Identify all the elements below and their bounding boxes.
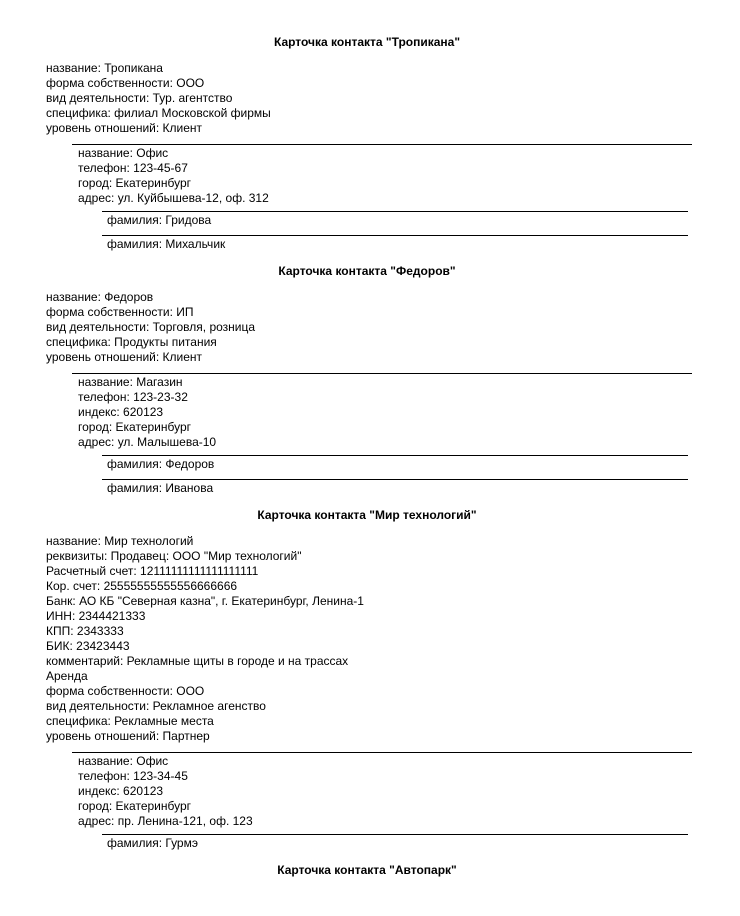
card-title: Карточка контакта "Федоров" — [278, 264, 456, 278]
location-field: индекс: 620123 — [78, 784, 164, 798]
contact-field: Кор. счет: 25555555555556666666 — [46, 579, 238, 593]
location-divider — [72, 373, 692, 374]
contact-field: вид деятельности: Тур. агентство — [46, 91, 233, 105]
location-field: адрес: ул. Малышева-10 — [78, 435, 217, 449]
location-fields — [78, 375, 216, 450]
contact-field: реквизиты: Продавец: ООО "Мир технологий" — [46, 549, 302, 563]
person-entry — [107, 213, 211, 228]
person-divider — [102, 834, 688, 835]
location-field: название: Магазин — [78, 375, 183, 389]
contact-field: название: Тропикана — [46, 61, 163, 75]
person-entry — [107, 237, 225, 252]
contact-field: форма собственности: ООО — [46, 684, 205, 698]
location-field: телефон: 123-45-67 — [78, 161, 188, 175]
contact-field: специфика: Рекламные места — [46, 714, 214, 728]
person-surname: фамилия: Гурмэ — [107, 836, 198, 850]
contact-field: специфика: Продукты питания — [46, 335, 217, 349]
location-field: название: Офис — [78, 754, 169, 768]
location-divider — [72, 752, 692, 753]
contact-field: комментарий: Рекламные щиты в городе и на трассах — [46, 654, 349, 668]
location-field: адрес: ул. Куйбышева-12, оф. 312 — [78, 191, 269, 205]
person-surname: фамилия: Иванова — [107, 481, 214, 495]
contact-fields — [46, 534, 364, 744]
contact-field: уровень отношений: Клиент — [46, 121, 203, 135]
person-surname: фамилия: Михальчик — [107, 237, 226, 251]
contact-field: КПП: 2343333 — [46, 624, 124, 638]
location-fields — [78, 754, 253, 829]
location-divider — [72, 144, 692, 145]
contact-field: БИК: 23423443 — [46, 639, 130, 653]
contact-fields — [46, 61, 271, 136]
location-field: телефон: 123-34-45 — [78, 769, 188, 783]
person-divider — [102, 211, 688, 212]
location-field: телефон: 123-23-32 — [78, 390, 188, 404]
location-field: город: Екатеринбург — [78, 420, 192, 434]
person-entry — [107, 481, 213, 496]
contact-field: Аренда — [46, 669, 88, 683]
location-field: название: Офис — [78, 146, 169, 160]
person-surname: фамилия: Гридова — [107, 213, 212, 227]
contact-fields — [46, 290, 255, 365]
contact-field: Банк: АО КБ "Северная казна", г. Екатеринбург, Ленина-1 — [46, 594, 364, 608]
contact-field: специфика: филиал Московской фирмы — [46, 106, 271, 120]
contact-field: название: Федоров — [46, 290, 154, 304]
contact-field: уровень отношений: Партнер — [46, 729, 210, 743]
location-field: город: Екатеринбург — [78, 799, 192, 813]
contact-field: Расчетный счет: 12111111111111111111 — [46, 564, 259, 578]
location-field: город: Екатеринбург — [78, 176, 192, 190]
contact-field: ИНН: 2344421333 — [46, 609, 146, 623]
person-entry — [107, 836, 198, 851]
contact-field: уровень отношений: Клиент — [46, 350, 203, 364]
person-divider — [102, 235, 688, 236]
person-divider — [102, 455, 688, 456]
contact-field: название: Мир технологий — [46, 534, 194, 548]
card-title: Карточка контакта "Тропикана" — [273, 35, 461, 49]
contact-field: форма собственности: ООО — [46, 76, 205, 90]
person-surname: фамилия: Федоров — [107, 457, 215, 471]
contact-field: вид деятельности: Рекламное агенство — [46, 699, 266, 713]
contact-field: вид деятельности: Торговля, розница — [46, 320, 256, 334]
contact-field: форма собственности: ИП — [46, 305, 194, 319]
card-title: Карточка контакта "Автопарк" — [277, 863, 457, 877]
person-divider — [102, 479, 688, 480]
location-field: адрес: пр. Ленина-121, оф. 123 — [78, 814, 253, 828]
location-field: индекс: 620123 — [78, 405, 164, 419]
card-title: Карточка контакта "Мир технологий" — [257, 508, 477, 522]
person-entry — [107, 457, 214, 472]
location-fields — [78, 146, 269, 206]
